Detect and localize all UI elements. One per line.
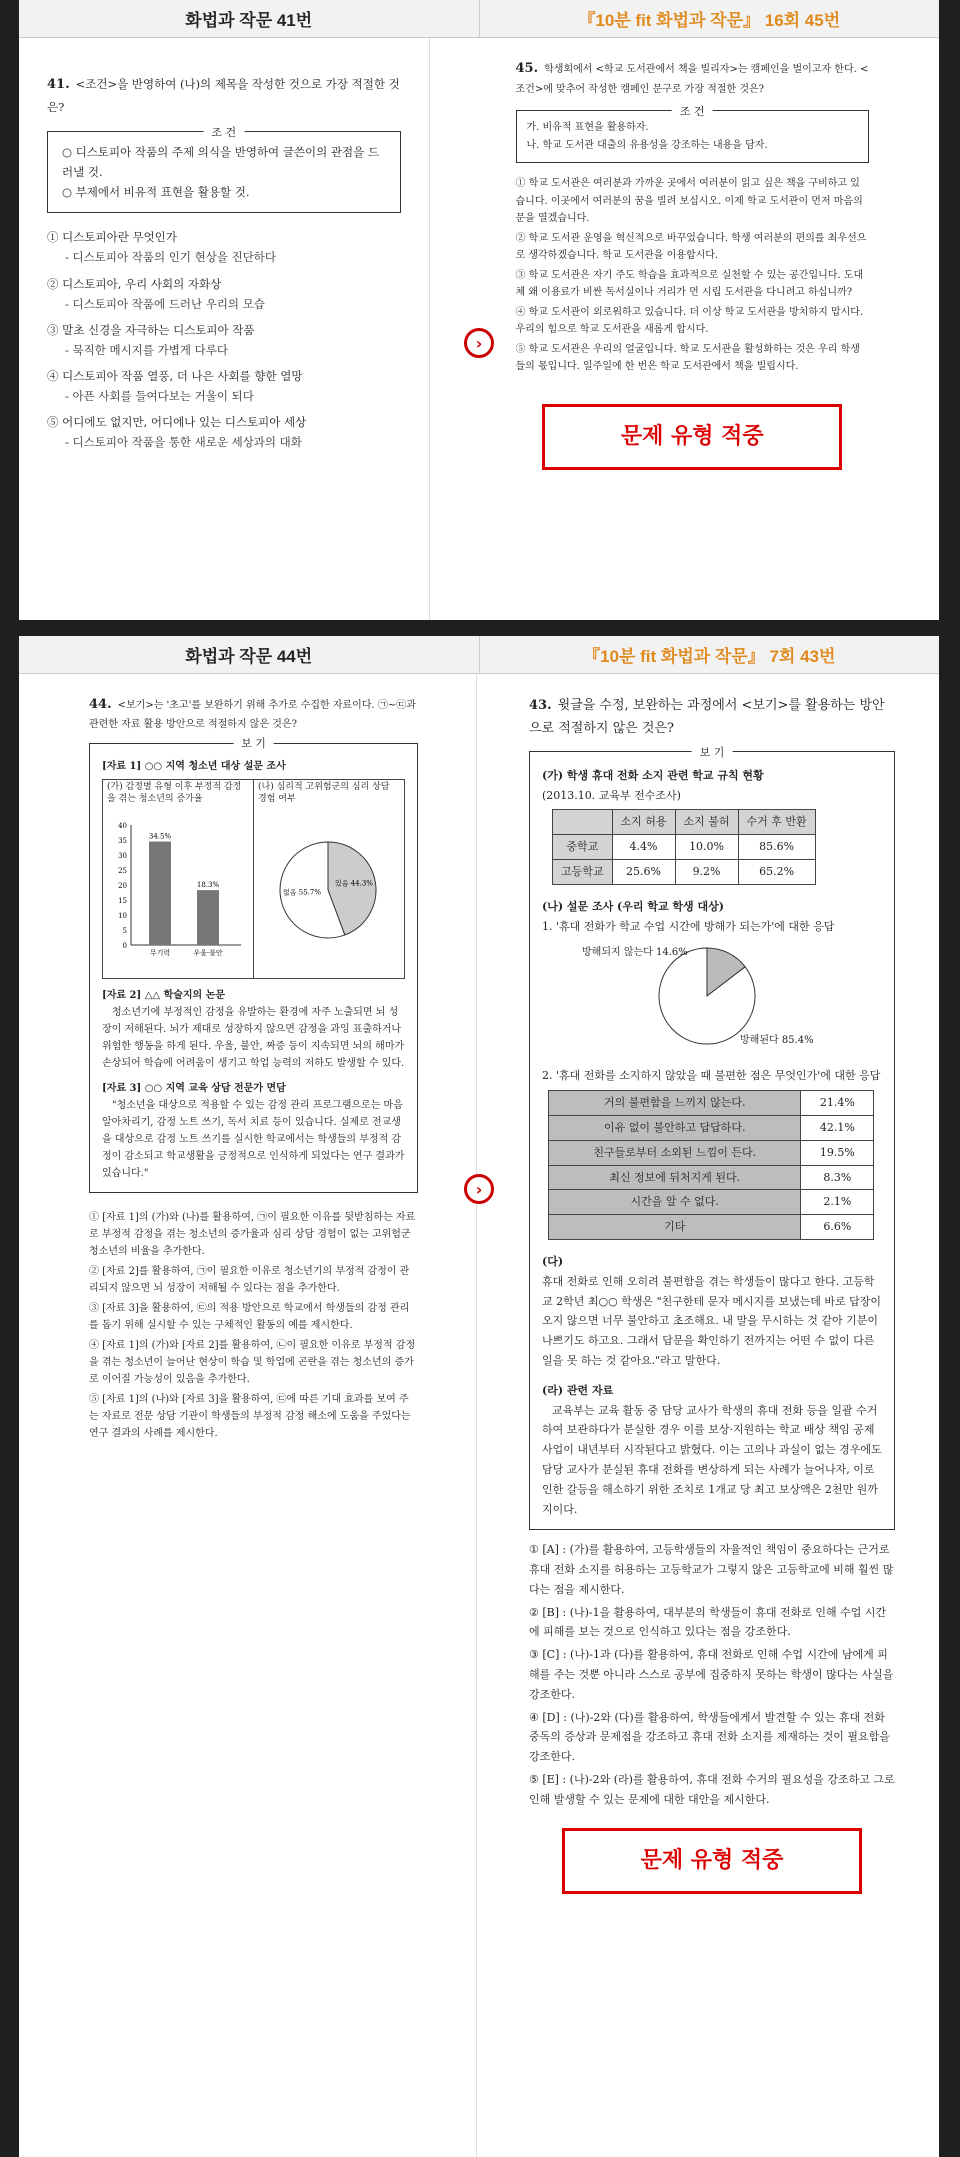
question-number: 44. [89,697,112,712]
choice-sub: - 디스토피아 작품에 드러난 우리의 모습 [65,296,265,311]
table-header: 소지 허용 [612,810,675,835]
y-tick-label: 20 [118,882,127,891]
table-row [549,1140,874,1165]
source-title: [자료 1] ○○ 지역 청소년 대상 설문 조사 [102,761,286,773]
choice: ③ [자료 3]을 활용하여, ㉢의 적용 방안으로 학교에서 학생들의 감정 관리를 돕기 위해 실시할 수 있는 구체적인 활동의 예를 제시한다. [89,1303,410,1332]
condition-item: ○ 부제에서 비유적 표현을 활용할 것. [62,185,250,200]
section-text: 교육부는 교육 활동 중 담당 교사가 학생의 휴대 전화 등을 일괄 수거하여 보관하다가 분실한 경우 이를 보상·지원하는 학교 배상 책임 공제 사업이 내년부터 시작된다고 밝혔다. 이는 고의나 과실이 없는 경우에도 담당 교사가 분실된 휴대 전화를 변상하게 되는 사례가 늘어나자, 이로 인한 갈등을 해소하기 위한 조치로 1개교 당 최고 보상액은 2천만 원까지이다. [542,1403,882,1516]
table-cell: 21.4% [801,1091,874,1116]
x-tick-label: 우울·불안 [193,949,223,958]
table-cell: 10.0% [675,835,738,860]
table-cell: 최신 정보에 뒤처지게 된다. [549,1165,801,1190]
question-text: <조건>을 반영하여 (나)의 제목을 작성한 것으로 가장 적절한 것은? [47,77,400,114]
choice-main: ① 디스토피아란 무엇인가 [47,230,177,245]
choices-list [47,227,401,452]
book-question-45 [430,38,940,620]
table-cell: 9.2% [675,859,738,884]
table-cell: 42.1% [801,1115,874,1140]
condition-item: 가. 비유적 표현을 활용하자. [526,122,649,134]
bar [149,842,171,946]
source-title: [자료 3] ○○ 지역 교육 상담 전문가 면담 [102,1083,286,1095]
choice: ① [A] : (가)를 활용하여, 고등학생들의 자율적인 책임이 중요하다는 근거로 휴대 전화 소지를 허용하는 고등학교가 그렇지 않은 고등학교에 비해 훨씬 많다는 점을 제시한다. [529,1543,894,1596]
inconvenience-table [548,1090,874,1240]
question-number: 41. [47,77,70,92]
question-text: 학생회에서 <학교 도서관에서 책을 빌리자>는 캠페인을 벌이고자 한다. <조건>에 맞추어 작성한 캠페인 문구로 가장 적절한 것은? [515,64,869,95]
pie-label: 있음 44.3% [334,879,373,888]
question-text: 윗글을 수정, 보완하는 과정에서 <보기>를 활용하는 방안으로 적절하지 않은 것은? [529,698,885,737]
choice-main: ③ 말초 신경을 자극하는 디스토피아 작품 [47,322,255,337]
bogi-label: 보 기 [233,735,274,754]
exam-question-44 [19,674,477,2157]
table-cell: 고등학교 [553,859,613,884]
section-title: (가) 학생 휴대 전화 소지 관련 학교 규칙 현황 [542,768,764,782]
match-stamp: 문제 유형 적중 [542,404,842,470]
table-cell: 4.4% [612,835,675,860]
choice: ② 학교 도서관 운영을 혁신적으로 바꾸었습니다. 학생 여러분의 편의를 최우선으로 생각하겠습니다. 학교 도서관을 이용합시다. [515,232,867,262]
bar-value-label: 34.5% [148,832,172,841]
choice: ① [자료 1]의 (가)와 (나)를 활용하여, ㉠이 필요한 이유를 뒷받침하는 자료로 부정적 감정을 겪는 청소년의 증가율과 심리 상담 경험이 없는 고위험군 청소년의 비율을 추가한다. [89,1212,416,1258]
block-header [19,0,939,38]
question-number: 45. [515,61,539,76]
survey-question: 2. '휴대 전화를 소지하지 않았을 때 불편한 점은 무엇인가'에 대한 응답 [542,1069,881,1083]
table-cell: 친구들로부터 소외된 느낌이 든다. [549,1140,801,1165]
table-cell: 85.6% [738,835,815,860]
y-tick-label: 10 [118,912,127,921]
choices-list [516,175,870,376]
book-question-43 [477,674,939,2157]
exam-question-41 [19,38,430,620]
choice: ② [B] : (나)-1을 활용하여, 대부분의 학생들이 휴대 전화로 인해 수업 시간에 피해를 보는 것으로 인식하고 있다는 점을 강조한다. [529,1605,887,1639]
section-title: (다) [542,1254,564,1268]
table-row [549,1091,874,1116]
condition-box [47,125,401,213]
match-stamp: 문제 유형 적중 [562,1828,862,1894]
table-cell: 기타 [549,1215,801,1240]
chart-title: (나) 심리적 고위험군의 심리 상담 경험 여부 [258,782,390,804]
choice: ③ 학교 도서관은 자기 주도 학습을 효과적으로 실천할 수 있는 공간입니다. 도대체 왜 이용료가 비싼 독서실이나 거리가 먼 시립 도서관을 다니려고 하십니까? [515,269,864,299]
choice: ② [자료 2]를 활용하여, ㉠이 필요한 이유로 청소년기의 부정적 감정이 관리되지 않으면 뇌 성장이 저해될 수 있다는 점을 추가한다. [89,1266,410,1295]
choice-sub: - 디스토피아 작품의 인기 현상을 진단하다 [65,250,277,265]
table-cell: 25.6% [612,859,675,884]
section-title: (라) 관련 자료 [542,1383,614,1397]
choice-sub: - 디스토피아 작품을 통한 새로운 세상과의 대화 [65,435,302,450]
bogi-label: 보 기 [692,743,733,763]
condition-item: ○ 디스토피아 작품의 주제 의식을 반영하여 글쓴이의 관점을 드러낼 것. [62,144,380,179]
bar-value-label: 18.3% [196,881,220,890]
exam-title: 화법과 작문 41번 [19,0,480,37]
section-subtitle: (2013.10. 교육부 전수조사) [542,788,681,802]
survey-question: 1. '휴대 전화가 학교 수업 시간에 방해가 되는가'에 대한 응답 [542,919,835,933]
y-tick-label: 0 [122,942,127,951]
table-row [553,835,816,860]
choice: ⑤ 학교 도서관은 우리의 얼굴입니다. 학교 도서관을 활성화하는 것은 우리 학생들의 몫입니다. 일주일에 한 번은 학교 도서관에서 책을 빌립시다. [515,343,860,373]
question-text: <보기>는 '초고'를 보완하기 위해 추가로 수집한 자료이다. ㉠~㉢과 관련한 자료 활용 방안으로 적절하지 않은 것은? [89,700,416,731]
chevron-right-icon: › [464,328,494,358]
comparison-block-1 [19,0,939,620]
source-title: [자료 2] △△ 학술지의 논문 [102,990,226,1002]
exam-title: 화법과 작문 44번 [19,636,480,673]
book-title: 『10분 fit 화법과 작문』 16회 45번 [578,11,841,30]
choices-list [529,1540,895,1809]
y-tick-label: 40 [118,822,127,831]
choice-sub: - 묵직한 메시지를 가볍게 다루다 [65,342,228,357]
choice: ④ 학교 도서관이 외로워하고 있습니다. 더 이상 학교 도서관을 방치하지 맙시다. 우리의 힘으로 학교 도서관을 새롭게 합시다. [515,306,864,336]
table-header: 소지 불허 [675,810,738,835]
table-row [549,1190,874,1215]
survey-charts [102,779,405,979]
choice: ③ [C] : (나)-1과 (다)를 활용하여, 휴대 전화로 인해 수업 시간에 남에게 피해를 주는 것뿐 아니라 스스로 공부에 집중하지 못하는 학생이 많다는 사실을 강조한다. [529,1648,894,1701]
table-cell: 65.2% [738,859,815,884]
book-title: 『10분 fit 화법과 작문』 7회 43번 [583,647,836,666]
table-cell: 시간을 알 수 없다. [549,1190,801,1215]
choice: ④ [D] : (나)-2와 (다)를 활용하여, 학생들에게서 발견할 수 있는 휴대 전화 중독의 증상과 문제점을 강조하고 휴대 전화 소지를 제재하는 것이 필요함을 강조한다. [529,1710,890,1764]
table-cell: 19.5% [801,1140,874,1165]
table-cell: 이유 없이 불안하고 답답하다. [549,1115,801,1140]
chart-title: (가) 감정별 유형 이후 부정적 감정을 겪는 청소년의 증가율 [107,782,242,804]
table-row [553,859,816,884]
bar-chart [107,805,247,970]
choice-main: ④ 디스토피아 작품 열풍, 더 나은 사회를 향한 열망 [47,369,303,383]
condition-item: 나. 학교 도서관 대출의 유용성을 강조하는 내용을 담자. [526,139,768,151]
comparison-block-2 [19,636,939,2157]
pie-label: 방해되지 않는다 14.6% [582,947,688,959]
table-row [549,1115,874,1140]
source-text: "청소년을 대상으로 적용할 수 있는 감정 관리 프로그램으로는 마음 알아차리기, 감정 노트 쓰기, 독서 치료 등이 있습니다. 실제로 전교생을 대상으로 감정 노트 쓰기를 실시한 학교에서는 학생들의 부정적 감정이 감소되고 학교생활을 긍정적으로 인식하게 되었다는 연구 결과가 있습니다." [102,1100,405,1180]
table-row [549,1215,874,1240]
block-header [19,636,939,674]
table-cell: 8.3% [801,1165,874,1190]
section-text: 휴대 전화로 인해 오히려 불편함을 겪는 학생들이 많다고 한다. 고등학교 2학년 최○○ 학생은 "친구한테 문자 메시지를 보냈는데 바로 답장이 오지 않으면 너무 불안하고 초조해요. 내 말을 무시하는 것 같아 기분이 나쁘기도 하고요. 그래서 답문을 확인하기 전까지는 어떤 수 없이 다른 일을 못 하는 것 같아요."라고 말한다. [542,1274,881,1367]
survey-pie [542,936,882,1066]
choice: ④ [자료 1]의 (가)와 [자료 2]를 활용하여, ㉡이 필요한 이유로 부정적 감정을 겪는 청소년이 늘어난 현상이 학습 및 학업에 곤란을 겪는 청소년의 증가로 이어질 가능성이 있음을 추가한다. [89,1340,416,1386]
condition-box [516,105,870,163]
section-title: (나) 설문 조사 (우리 학교 학생 대상) [542,899,724,913]
choice-main: ② 디스토피아, 우리 사회의 자화상 [47,276,222,291]
choice: ① 학교 도서관은 여러분과 가까운 곳에서 여러분이 읽고 싶은 책을 구비하고 있습니다. 이곳에서 여러분의 꿈을 빌려 보십시오. 이제 학교 도서관이 먼저 마음의 문을 열겠습니다. [515,178,863,225]
y-tick-label: 15 [118,897,127,906]
table-header [553,810,613,835]
table-cell: 거의 불편함을 느끼지 않는다. [549,1091,801,1116]
choice-sub: - 아픈 사회를 들여다보는 거울이 되다 [65,389,254,404]
pie-label: 없음 55.7% [283,889,322,898]
condition-label: 조 건 [203,123,244,142]
condition-label: 조 건 [672,102,713,121]
bogi-box [89,737,418,1193]
choice-main: ⑤ 어디에도 없지만, 어디에나 있는 디스토피아 세상 [47,415,307,430]
y-tick-label: 30 [118,852,127,861]
table-header: 수거 후 반환 [738,810,815,835]
table-row [549,1165,874,1190]
table-cell: 6.6% [801,1215,874,1240]
choice: ⑤ [자료 1]의 (나)와 [자료 3]을 활용하여, ㉢에 따른 기대 효과를 보여 주는 자료로 전문 상담 기관이 학생들의 부정적 감정 해소에 도움을 주었다는 연구 결과의 사례를 제시한다. [89,1394,411,1440]
rules-table [552,809,816,884]
bogi-box [529,745,895,1531]
bar [197,891,219,946]
source-text: 청소년기에 부정적인 감정을 유발하는 환경에 자주 노출되면 뇌 성장이 저해된다. 뇌가 제대로 성장하지 않으면 감정을 과잉 표출하거나 위험한 행동을 하게 된다. 우울, 불안, 짜증 등이 지속되면 뇌의 해마가 손상되어 학습에 어려움이 생기고 학업 능력의 저하도 발생할 수 있다. [102,1007,405,1070]
choice: ⑤ [E] : (나)-2와 (라)를 활용하여, 휴대 전화 수거의 필요성을 강조하고 그로 인해 발생할 수 있는 문제에 대한 대안을 제시한다. [529,1773,895,1806]
chevron-right-icon: › [464,1174,494,1204]
y-tick-label: 25 [118,867,127,876]
table-cell: 2.1% [801,1190,874,1215]
y-tick-label: 5 [122,927,127,936]
pie-chart [258,805,398,970]
question-number: 43. [529,698,552,713]
y-tick-label: 35 [118,837,127,846]
table-cell: 중학교 [553,835,613,860]
x-tick-label: 무기력 [149,949,171,958]
pie-label: 방해된다 85.4% [740,1035,814,1047]
choices-list [89,1209,418,1442]
